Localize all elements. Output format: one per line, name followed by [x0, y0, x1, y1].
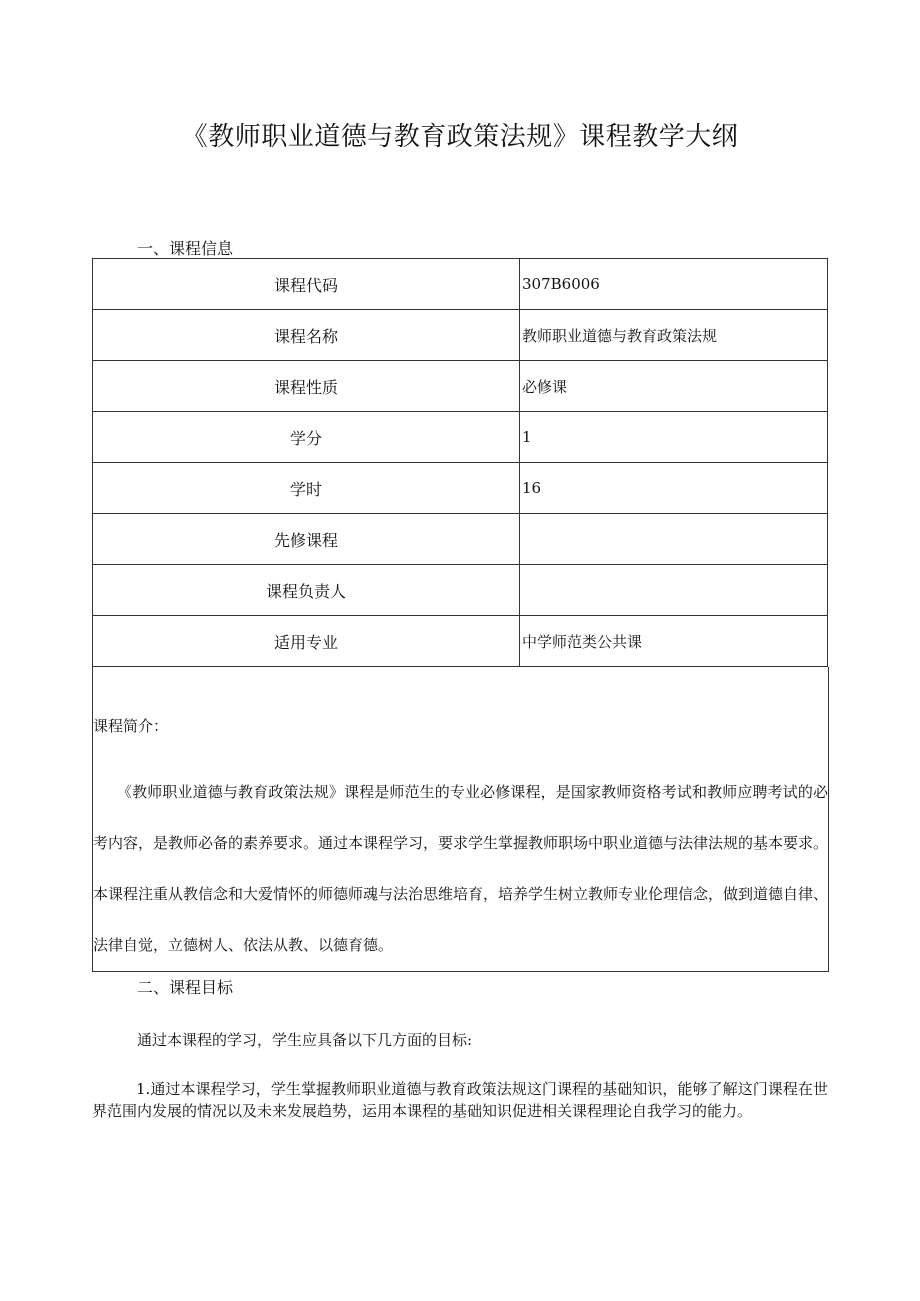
row-key: 课程代码 — [93, 259, 520, 310]
table-row — [93, 514, 828, 565]
section-heading-course-goals: 二、课程目标 — [137, 978, 234, 997]
row-key: 学时 — [93, 463, 520, 514]
page-title: 《教师职业道德与教育政策法规》课程教学大纲 — [181, 122, 739, 152]
row-key: 先修课程 — [93, 514, 520, 565]
row-key: 适用专业 — [93, 616, 520, 667]
table-row — [93, 463, 828, 514]
row-key: 学分 — [93, 412, 520, 463]
table-row — [93, 616, 828, 667]
row-value — [520, 565, 828, 616]
section-heading-course-info: 一、课程信息 — [137, 239, 234, 258]
course-info-table — [92, 258, 828, 667]
row-key: 课程负责人 — [93, 565, 520, 616]
table-row — [93, 259, 828, 310]
row-key: 课程性质 — [93, 361, 520, 412]
table-row — [93, 361, 828, 412]
row-value: 中学师范类公共课 — [520, 616, 828, 667]
table-row — [93, 565, 828, 616]
row-key: 课程名称 — [93, 310, 520, 361]
goal-item-1: 1.通过本课程学习，学生掌握教师职业道德与教育政策法规这门课程的基础知识，能够了解这门课程在世界范围内发展的情况以及未来发展趋势，运用本课程的基础知识促进相关课程理论自我学习的能力。 — [92, 1080, 828, 1120]
row-value — [520, 514, 828, 565]
course-intro-text: 《教师职业道德与教育政策法规》课程是师范生的专业必修课程，是国家教师资格考试和教师应聘考试的必考内容，是教师必备的素养要求。通过本课程学习，要求学生掌握教师职场中职业道德与法律法规的基本要求。本课程注重从教信念和大爱情怀的师德师魂与法治思维培育，培养学生树立教师专业伦理信念，做到道德自律、法律自觉，立德树人、依法从教、以德育德。 — [93, 783, 829, 954]
row-value: 307B6006 — [520, 259, 828, 310]
row-value: 教师职业道德与教育政策法规 — [520, 310, 828, 361]
row-value: 必修课 — [520, 361, 828, 412]
table-row — [93, 412, 828, 463]
table-row — [93, 310, 828, 361]
row-value: 1 — [520, 412, 828, 463]
course-intro-label: 课程简介： — [93, 717, 169, 735]
row-value: 16 — [520, 463, 828, 514]
course-intro-box — [92, 667, 829, 972]
goals-intro: 通过本课程的学习，学生应具备以下几方面的目标: — [137, 1031, 473, 1049]
